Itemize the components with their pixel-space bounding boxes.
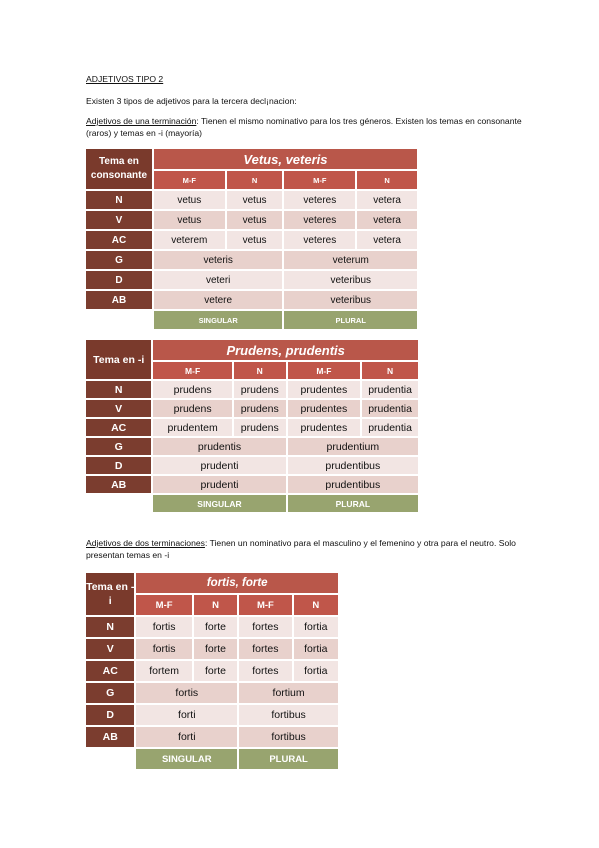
table1-case-label: N (86, 191, 152, 209)
table2-case-label: AC (86, 419, 151, 436)
table1-footer-spacer (86, 311, 152, 329)
table1-cell: veteres (284, 231, 355, 249)
table1-cell: vetera (357, 231, 417, 249)
table1-cell: vetera (357, 211, 417, 229)
table3-cell: fortium (239, 683, 338, 703)
table3-cell: forti (136, 705, 237, 725)
table2-cell: prudenti (153, 476, 285, 493)
declension-table-fortis (84, 571, 340, 771)
table2-cell: prudentes (288, 381, 361, 398)
table1-cell: veteribus (284, 291, 417, 309)
table3-cell: forte (194, 617, 237, 637)
table3-cell: fortibus (239, 705, 338, 725)
table2-cell: prudentia (362, 381, 418, 398)
table3-case-label: AC (86, 661, 134, 681)
table2-case-label: V (86, 400, 151, 417)
table1-cell: veteri (154, 271, 283, 289)
table1-col-header: M-F (284, 171, 355, 189)
table2-footer-singular: SINGULAR (153, 495, 285, 512)
table3-cell: fortibus (239, 727, 338, 747)
table1-footer-plural: PLURAL (284, 311, 417, 329)
table3-stem-label: Tema en -i (86, 573, 134, 615)
table1-case-label: G (86, 251, 152, 269)
table2-cell: prudentibus (288, 476, 418, 493)
table3-cell: forti (136, 727, 237, 747)
table3-col-header: N (294, 595, 338, 615)
table3-case-label: N (86, 617, 134, 637)
declension-table-prudens (84, 338, 420, 514)
table2-col-header: M-F (153, 362, 232, 379)
table1-col-header: N (357, 171, 417, 189)
table1-case-label: AB (86, 291, 152, 309)
table2-col-header: M-F (288, 362, 361, 379)
table2-case-label: N (86, 381, 151, 398)
table1-cell: vetus (227, 211, 283, 229)
intro-text: Existen 3 tipos de adjetivos para la tercera decl¡nacion: (86, 96, 297, 106)
table3-case-label: D (86, 705, 134, 725)
table3-cell: fortem (136, 661, 191, 681)
table1-cell: vetus (227, 231, 283, 249)
table3-col-header: N (194, 595, 237, 615)
table1-cell: vetus (154, 191, 225, 209)
section1-text: : Tienen el mismo nominativo para los tres géneros. Existen los temas en consonante (raros) y temas en -i (mayoría) (86, 116, 522, 138)
table2-cell: prudentes (288, 419, 361, 436)
table2-stem-label: Tema en -i (86, 340, 151, 379)
table3-title: fortis, forte (136, 573, 338, 593)
table2-cell: prudentem (153, 419, 232, 436)
table2-cell: prudens (234, 400, 286, 417)
table1-stem-label: Tema en consonante (86, 149, 152, 189)
page-heading: ADJETIVOS TIPO 2 (86, 74, 164, 84)
table3-col-header: M-F (136, 595, 191, 615)
table2-cell: prudentibus (288, 457, 418, 474)
table3-cell: fortis (136, 683, 237, 703)
table3-cell: fortes (239, 661, 291, 681)
table1-col-header: N (227, 171, 283, 189)
table2-cell: prudentis (153, 438, 285, 455)
table3-cell: fortia (294, 661, 338, 681)
table3-col-header: M-F (239, 595, 291, 615)
table2-cell: prudentes (288, 400, 361, 417)
table1-cell: veteris (154, 251, 283, 269)
table1-cell: veteres (284, 211, 355, 229)
table3-cell: fortia (294, 639, 338, 659)
table1-cell: vetera (357, 191, 417, 209)
table3-cell: fortis (136, 617, 191, 637)
table2-footer-spacer (86, 495, 151, 512)
table3-footer-plural: PLURAL (239, 749, 338, 769)
table2-cell: prudens (153, 381, 232, 398)
table1-case-label: D (86, 271, 152, 289)
table3-case-label: AB (86, 727, 134, 747)
section2-text: : Tienen un nominativo para el masculino y el femenino y otra para el neutro. Solo presentan temas en -i (86, 538, 516, 560)
table3-cell: fortes (239, 639, 291, 659)
table3-cell: forte (194, 661, 237, 681)
table2-cell: prudenti (153, 457, 285, 474)
table1-case-label: AC (86, 231, 152, 249)
table2-title: Prudens, prudentis (153, 340, 418, 360)
table1-case-label: V (86, 211, 152, 229)
table1-cell: vetus (154, 211, 225, 229)
table1-cell: vetere (154, 291, 283, 309)
table1-col-header: M-F (154, 171, 225, 189)
table2-cell: prudens (234, 419, 286, 436)
section1-label: Adjetivos de una terminación (86, 116, 197, 126)
section2-paragraph (86, 537, 526, 561)
table2-cell: prudentium (288, 438, 418, 455)
table2-cell: prudentia (362, 419, 418, 436)
table3-cell: forte (194, 639, 237, 659)
table2-case-label: AB (86, 476, 151, 493)
table2-footer-plural: PLURAL (288, 495, 418, 512)
table2-col-header: N (234, 362, 286, 379)
table3-footer-spacer (86, 749, 134, 769)
table2-case-label: G (86, 438, 151, 455)
section2-label: Adjetivos de dos terminaciones (86, 538, 205, 548)
table1-cell: veterum (284, 251, 417, 269)
table3-case-label: V (86, 639, 134, 659)
table1-cell: vetus (227, 191, 283, 209)
table3-cell: fortis (136, 639, 191, 659)
table1-title: Vetus, veteris (154, 149, 417, 169)
declension-table-vetus (84, 147, 419, 331)
table1-cell: veteribus (284, 271, 417, 289)
table3-cell: fortia (294, 617, 338, 637)
table3-footer-singular: SINGULAR (136, 749, 237, 769)
table3-case-label: G (86, 683, 134, 703)
table2-case-label: D (86, 457, 151, 474)
table2-cell: prudentia (362, 400, 418, 417)
table1-footer-singular: SINGULAR (154, 311, 283, 329)
table1-cell: veterem (154, 231, 225, 249)
table2-cell: prudens (153, 400, 232, 417)
table2-cell: prudens (234, 381, 286, 398)
table2-col-header: N (362, 362, 418, 379)
section1-paragraph (86, 115, 526, 139)
table3-cell: fortes (239, 617, 291, 637)
table1-cell: veteres (284, 191, 355, 209)
